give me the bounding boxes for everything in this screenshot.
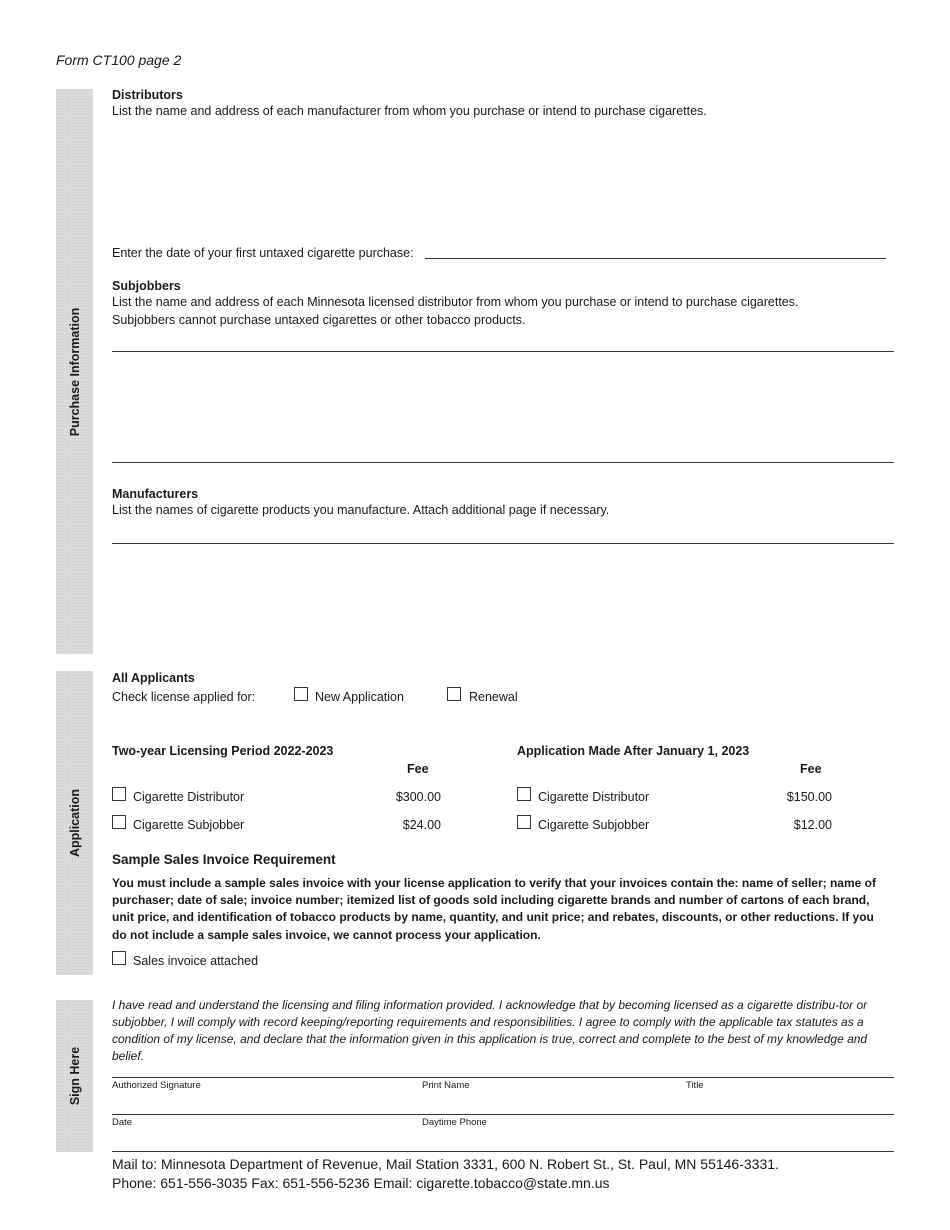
period-left-heading: Two-year Licensing Period 2022-2023 bbox=[112, 744, 334, 758]
daytime-phone-label: Daytime Phone bbox=[422, 1117, 487, 1128]
right-distributor-label: Cigarette Distributor bbox=[538, 790, 650, 804]
invoice-requirement-text: You must include a sample sales invoice with your license application to verify that your invoices contain the: name of seller; name of purchaser; date of sale; invoice number; itemized list of goods sold including cigarette brands and number of cartons of each brand, unit price, and identification of tobacco products by name, quantity, and unit price; and rebates, discounts, or other reductions. If you do not include a sample sales invoice, we cannot process your application. bbox=[112, 876, 876, 942]
left-subjobber-checkbox[interactable] bbox=[112, 815, 126, 829]
renewal-checkbox[interactable] bbox=[447, 687, 461, 701]
authorized-signature-label: Authorized Signature bbox=[112, 1080, 201, 1091]
subjobbers-line-bottom bbox=[112, 462, 894, 463]
date-line bbox=[112, 1114, 894, 1115]
right-distributor-checkbox[interactable] bbox=[517, 787, 531, 801]
left-distributor-checkbox[interactable] bbox=[112, 787, 126, 801]
manufacturers-instruction: List the names of cigarette products you manufacture. Attach additional page if necessary. bbox=[112, 503, 610, 517]
right-subjobber-fee: $12.00 bbox=[793, 818, 832, 832]
purchase-information-band bbox=[56, 89, 93, 654]
first-purchase-label: Enter the date of your first untaxed cigarette purchase: bbox=[112, 246, 414, 260]
title-field[interactable] bbox=[686, 1090, 894, 1112]
new-application-label: New Application bbox=[315, 690, 404, 704]
subjobbers-instruction-2: Subjobbers cannot purchase untaxed cigarettes or other tobacco products. bbox=[112, 313, 526, 327]
print-name-field[interactable] bbox=[422, 1090, 677, 1112]
right-subjobber-checkbox[interactable] bbox=[517, 815, 531, 829]
manufacturers-line bbox=[112, 543, 894, 544]
check-license-label: Check license applied for: bbox=[112, 690, 256, 704]
mail-to-address: Mail to: Minnesota Department of Revenue, Mail Station 3331, 600 N. Robert St., St. Paul, MN 55146-3331. bbox=[112, 1156, 779, 1172]
invoice-attached-checkbox[interactable] bbox=[112, 951, 126, 965]
subjobbers-heading: Subjobbers bbox=[112, 279, 181, 293]
date-label: Date bbox=[112, 1117, 133, 1128]
fee-header-right: Fee bbox=[800, 762, 822, 776]
period-right-heading: Application Made After January 1, 2023 bbox=[517, 744, 750, 758]
first-purchase-date-field[interactable] bbox=[425, 258, 886, 259]
right-subjobber-label: Cigarette Subjobber bbox=[538, 818, 650, 832]
subjobbers-line-top bbox=[112, 351, 894, 352]
invoice-heading: Sample Sales Invoice Requirement bbox=[112, 852, 336, 867]
application-label: Application bbox=[67, 788, 82, 858]
fee-header-left: Fee bbox=[407, 762, 429, 776]
sign-here-label: Sign Here bbox=[67, 1046, 82, 1106]
signature-line bbox=[112, 1077, 894, 1078]
left-subjobber-fee: $24.00 bbox=[402, 818, 441, 832]
distributors-heading: Distributors bbox=[112, 88, 183, 102]
distributors-instruction: List the name and address of each manufacturer from whom you purchase or intend to purchase cigarettes. bbox=[112, 104, 707, 118]
purchase-information-label: Purchase Information bbox=[67, 307, 82, 436]
daytime-phone-field[interactable] bbox=[422, 1127, 894, 1149]
manufacturers-heading: Manufacturers bbox=[112, 487, 199, 501]
application-band bbox=[56, 671, 93, 975]
invoice-attached-label: Sales invoice attached bbox=[133, 954, 259, 968]
authorized-signature-field[interactable] bbox=[112, 1090, 412, 1112]
date-field[interactable] bbox=[112, 1127, 412, 1149]
sign-bottom-line bbox=[112, 1151, 894, 1152]
new-application-checkbox[interactable] bbox=[294, 687, 308, 701]
all-applicants-heading: All Applicants bbox=[112, 671, 195, 685]
distributors-entry-area[interactable] bbox=[112, 123, 894, 233]
manufacturers-entry-area[interactable] bbox=[112, 546, 894, 650]
left-distributor-fee: $300.00 bbox=[395, 790, 441, 804]
subjobbers-instruction-1: List the name and address of each Minnesota licensed distributor from whom you purchase or intend to purchase cigarettes. bbox=[112, 295, 799, 309]
right-distributor-fee: $150.00 bbox=[786, 790, 832, 804]
renewal-label: Renewal bbox=[469, 690, 518, 704]
contact-info: Phone: 651-556-3035 Fax: 651-556-5236 Email: cigarette.tobacco@state.mn.us bbox=[112, 1175, 610, 1191]
declaration-statement: I have read and understand the licensing and filing information provided. I acknowledge that by becoming licensed as a cigarette distribu-tor or subjobber, I will comply with record keeping/reporting requirements and responsibilities. I agree to comply with the applicable tax statutes as a condition of my license, and declare that the information given in this application is true, correct and complete to the best of my knowledge and belief. bbox=[112, 998, 868, 1063]
left-subjobber-label: Cigarette Subjobber bbox=[133, 818, 245, 832]
left-distributor-label: Cigarette Distributor bbox=[133, 790, 245, 804]
form-id: Form CT100 page 2 bbox=[56, 52, 182, 68]
print-name-label: Print Name bbox=[422, 1080, 470, 1091]
subjobbers-entry-area[interactable] bbox=[112, 354, 894, 460]
title-label: Title bbox=[686, 1080, 704, 1091]
sign-here-band bbox=[56, 1000, 93, 1152]
